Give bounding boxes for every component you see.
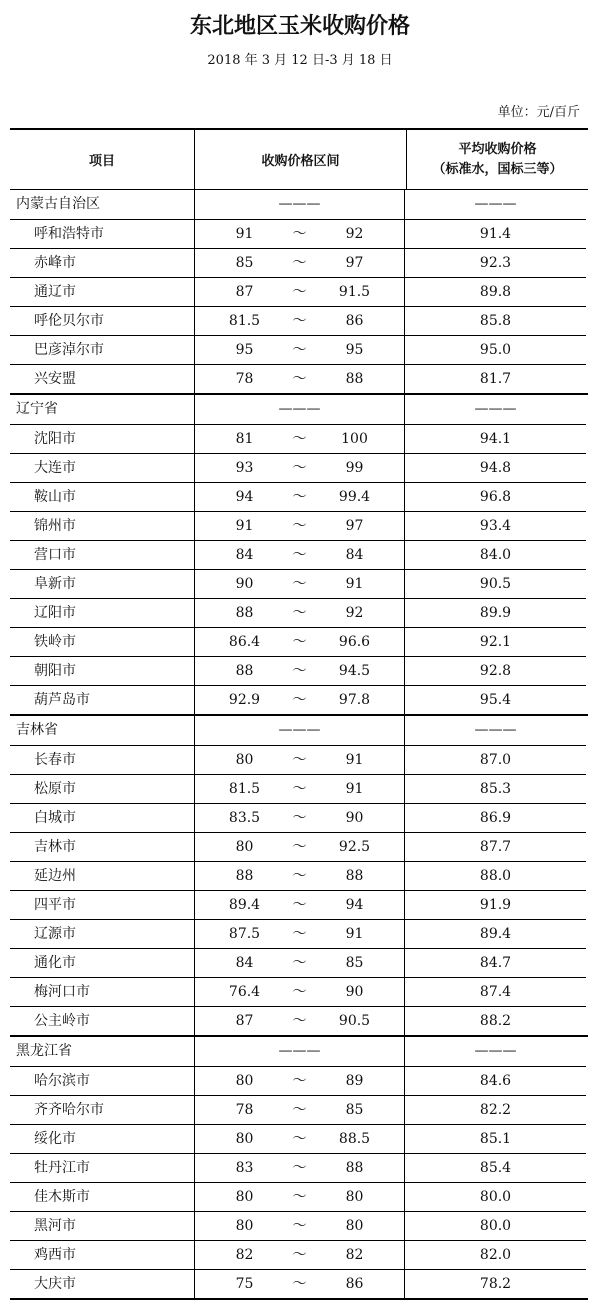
average-price: 94.8 [405,453,586,482]
range-separator: ～ [292,546,307,563]
table-row [10,1182,588,1211]
city-name: 赤峰市 [10,248,194,277]
range-separator: ～ [292,662,307,679]
average-price: 89.8 [405,277,586,306]
price-high: 82 [345,1246,364,1263]
city-name: 营口市 [10,540,194,569]
city-name: 辽阳市 [10,598,194,627]
average-price: 87.7 [405,832,586,861]
price-range [194,248,405,277]
price-low: 88 [235,867,254,884]
price-range [194,1240,405,1269]
price-range [194,803,405,832]
price-range [194,861,405,890]
price-range [194,335,405,364]
range-separator: ～ [292,896,307,913]
range-separator: ～ [292,1275,307,1292]
table-row [10,656,588,685]
average-price: 85.3 [405,774,586,803]
average-price: 86.9 [405,803,586,832]
range-separator: ～ [292,633,307,650]
table-row [10,832,588,861]
city-name: 长春市 [10,745,194,774]
average-price: 84.0 [405,540,586,569]
province-row [10,190,588,219]
price-low: 89.4 [228,896,261,913]
price-low: 82 [235,1246,254,1263]
price-high: 95 [345,341,364,358]
city-name: 松原市 [10,774,194,803]
table-row [10,1269,588,1298]
city-name: 锦州市 [10,511,194,540]
average-price: 87.4 [405,977,586,1006]
average-price: 91.4 [405,219,586,248]
city-name: 鸡西市 [10,1240,194,1269]
range-separator: ～ [292,1072,307,1089]
city-name: 兴安盟 [10,364,194,393]
price-table [10,128,588,1300]
range-separator: ～ [292,1188,307,1205]
city-name: 公主岭市 [10,1006,194,1035]
range-separator: ～ [292,430,307,447]
price-high: 94 [345,896,364,913]
range-separator: ～ [292,575,307,592]
price-range [194,219,405,248]
price-range [194,598,405,627]
price-high: 91 [345,575,364,592]
range-separator: ～ [292,780,307,797]
range-separator: ～ [292,312,307,329]
price-range [194,745,405,774]
table-row [10,1095,588,1124]
price-low: 80 [235,1217,254,1234]
province-group [10,714,588,1035]
header-item: 项目 [88,154,115,169]
average-price: 95.4 [405,685,586,714]
province-range: ——— [194,716,405,745]
city-name: 呼伦贝尔市 [10,306,194,335]
price-range [194,1182,405,1211]
city-name: 阜新市 [10,569,194,598]
price-range [194,948,405,977]
price-high: 80 [345,1188,364,1205]
price-low: 76.4 [228,983,261,1000]
city-name: 辽源市 [10,919,194,948]
province-name: 黑龙江省 [16,1043,72,1059]
table-row [10,598,588,627]
range-separator: ～ [292,225,307,242]
price-low: 80 [235,838,254,855]
average-price: 90.5 [405,569,586,598]
range-separator: ～ [292,254,307,271]
price-high: 90 [345,809,364,826]
price-high: 88 [345,867,364,884]
price-range [194,1153,405,1182]
city-name: 吉林市 [10,832,194,861]
price-high: 97 [345,254,364,271]
range-separator: ～ [292,1159,307,1176]
price-range [194,1124,405,1153]
price-low: 80 [235,1072,254,1089]
price-range [194,627,405,656]
price-high: 89 [345,1072,364,1089]
price-range [194,1269,405,1298]
province-row [10,1037,588,1066]
price-high: 92.5 [338,838,371,855]
average-price: 80.0 [405,1211,586,1240]
table-row [10,482,588,511]
average-price: 78.2 [405,1269,586,1298]
page-title: 东北地区玉米收购价格 [189,14,410,39]
province-range: ——— [194,190,405,219]
price-low: 84 [235,546,254,563]
table-row [10,627,588,656]
city-name: 大连市 [10,453,194,482]
range-separator: ～ [292,370,307,387]
range-separator: ～ [292,1217,307,1234]
table-row [10,364,588,393]
average-price: 85.4 [405,1153,586,1182]
average-price: 82.0 [405,1240,586,1269]
table-row [10,1006,588,1035]
price-high: 91.5 [338,283,371,300]
price-low: 91 [235,517,254,534]
price-range [194,1066,405,1095]
table-row [10,1124,588,1153]
range-separator: ～ [292,751,307,768]
average-price: 82.2 [405,1095,586,1124]
range-separator: ～ [292,691,307,708]
table-header [10,130,588,190]
province-name: 吉林省 [16,722,58,738]
price-high: 85 [345,954,364,971]
range-separator: ～ [292,517,307,534]
table-row [10,948,588,977]
average-price: 92.3 [405,248,586,277]
province-group [10,393,588,714]
header-range: 收购价格区间 [194,130,407,189]
table-row [10,861,588,890]
price-low: 86.4 [228,633,261,650]
city-name: 梅河口市 [10,977,194,1006]
price-range [194,424,405,453]
price-high: 92 [345,604,364,621]
range-separator: ～ [292,838,307,855]
price-range [194,832,405,861]
price-high: 96.6 [338,633,371,650]
price-low: 78 [235,1101,254,1118]
price-low: 80 [235,1130,254,1147]
price-low: 95 [235,341,254,358]
range-separator: ～ [292,488,307,505]
city-name: 沈阳市 [10,424,194,453]
table-row [10,977,588,1006]
average-price: 84.7 [405,948,586,977]
range-separator: ～ [292,1012,307,1029]
average-price: 88.0 [405,861,586,890]
average-price: 92.8 [405,656,586,685]
province-name: 辽宁省 [16,401,58,417]
header-avg-line1: 平均收购价格 [458,141,537,157]
price-low: 87 [235,283,254,300]
city-name: 黑河市 [10,1211,194,1240]
price-high: 92 [345,225,364,242]
unit-label: 单位：元/百斤 [497,105,580,120]
province-avg: ——— [474,722,517,738]
header-avg [407,130,588,189]
header-avg-line2: （标准水，国标三等） [432,161,563,177]
city-name: 大庆市 [10,1269,194,1298]
price-low: 85 [235,254,254,271]
price-low: 81.5 [228,780,261,797]
price-low: 88 [235,662,254,679]
average-price: 88.2 [405,1006,586,1035]
price-range [194,277,405,306]
city-name: 朝阳市 [10,656,194,685]
table-row [10,540,588,569]
city-name: 巴彦淖尔市 [10,335,194,364]
price-range [194,1095,405,1124]
range-separator: ～ [292,1101,307,1118]
table-row [10,1066,588,1095]
range-separator: ～ [292,1246,307,1263]
price-high: 88 [345,370,364,387]
price-high: 97 [345,517,364,534]
price-range [194,1211,405,1240]
price-low: 84 [235,954,254,971]
province-name: 内蒙古自治区 [16,196,100,212]
range-separator: ～ [292,1130,307,1147]
price-high: 91 [345,751,364,768]
table-row [10,569,588,598]
price-high: 80 [345,1217,364,1234]
price-high: 88.5 [338,1130,371,1147]
province-avg: ——— [474,196,517,212]
table-row [10,685,588,714]
average-price: 92.1 [405,627,586,656]
province-avg: ——— [474,401,517,417]
price-range [194,306,405,335]
price-high: 100 [341,430,368,447]
price-high: 99.4 [338,488,371,505]
province-range: ——— [194,1037,405,1066]
table-row [10,335,588,364]
price-low: 78 [235,370,254,387]
price-low: 93 [235,459,254,476]
price-high: 84 [345,546,364,563]
table-row [10,1240,588,1269]
range-separator: ～ [292,604,307,621]
average-price: 91.9 [405,890,586,919]
price-range [194,569,405,598]
price-high: 88 [345,1159,364,1176]
price-range [194,540,405,569]
city-name: 葫芦岛市 [10,685,194,714]
price-low: 92.9 [228,691,261,708]
price-low: 88 [235,604,254,621]
price-range [194,890,405,919]
price-low: 75 [235,1275,254,1292]
city-name: 齐齐哈尔市 [10,1095,194,1124]
range-separator: ～ [292,341,307,358]
table-row [10,774,588,803]
average-price: 96.8 [405,482,586,511]
price-high: 85 [345,1101,364,1118]
table-row [10,511,588,540]
city-name: 白城市 [10,803,194,832]
city-name: 延边州 [10,861,194,890]
city-name: 佳木斯市 [10,1182,194,1211]
average-price: 94.1 [405,424,586,453]
price-low: 81.5 [228,312,261,329]
price-low: 80 [235,1188,254,1205]
price-range [194,453,405,482]
city-name: 牡丹江市 [10,1153,194,1182]
price-low: 87 [235,1012,254,1029]
price-high: 94.5 [338,662,371,679]
table-row [10,919,588,948]
province-row [10,716,588,745]
price-low: 90 [235,575,254,592]
city-name: 通辽市 [10,277,194,306]
city-name: 通化市 [10,948,194,977]
city-name: 鞍山市 [10,482,194,511]
province-group [10,190,588,393]
average-price: 85.1 [405,1124,586,1153]
price-range [194,482,405,511]
price-high: 91 [345,925,364,942]
price-high: 86 [345,1275,364,1292]
price-range [194,1006,405,1035]
table-row [10,453,588,482]
table-row [10,306,588,335]
range-separator: ～ [292,983,307,1000]
city-name: 四平市 [10,890,194,919]
price-range [194,977,405,1006]
price-range [194,656,405,685]
province-avg: ——— [474,1043,517,1059]
range-separator: ～ [292,925,307,942]
table-row [10,248,588,277]
range-separator: ～ [292,954,307,971]
price-low: 91 [235,225,254,242]
price-high: 97.8 [338,691,371,708]
price-high: 91 [345,780,364,797]
price-range [194,364,405,393]
range-separator: ～ [292,459,307,476]
price-high: 86 [345,312,364,329]
price-high: 99 [345,459,364,476]
price-high: 90.5 [338,1012,371,1029]
range-separator: ～ [292,867,307,884]
table-row [10,219,588,248]
average-price: 80.0 [405,1182,586,1211]
city-name: 绥化市 [10,1124,194,1153]
city-name: 呼和浩特市 [10,219,194,248]
average-price: 84.6 [405,1066,586,1095]
average-price: 95.0 [405,335,586,364]
province-range: ——— [194,395,405,424]
table-row [10,803,588,832]
price-range [194,511,405,540]
range-separator: ～ [292,809,307,826]
price-low: 83.5 [228,809,261,826]
table-body [10,190,588,1298]
average-price: 85.8 [405,306,586,335]
average-price: 87.0 [405,745,586,774]
city-name: 铁岭市 [10,627,194,656]
average-price: 89.9 [405,598,586,627]
table-row [10,1211,588,1240]
range-separator: ～ [292,283,307,300]
price-low: 80 [235,751,254,768]
average-price: 81.7 [405,364,586,393]
price-range [194,919,405,948]
table-row [10,745,588,774]
table-row [10,890,588,919]
date-range-subtitle: 2018 年 3 月 12 日-3 月 18 日 [207,53,393,68]
price-high: 90 [345,983,364,1000]
province-row [10,395,588,424]
price-low: 83 [235,1159,254,1176]
table-row [10,424,588,453]
table-row [10,1153,588,1182]
table-row [10,277,588,306]
average-price: 93.4 [405,511,586,540]
city-name: 哈尔滨市 [10,1066,194,1095]
price-range [194,685,405,714]
price-low: 87.5 [228,925,261,942]
price-range [194,774,405,803]
price-low: 81 [235,430,254,447]
price-low: 94 [235,488,254,505]
province-group [10,1035,588,1298]
average-price: 89.4 [405,919,586,948]
